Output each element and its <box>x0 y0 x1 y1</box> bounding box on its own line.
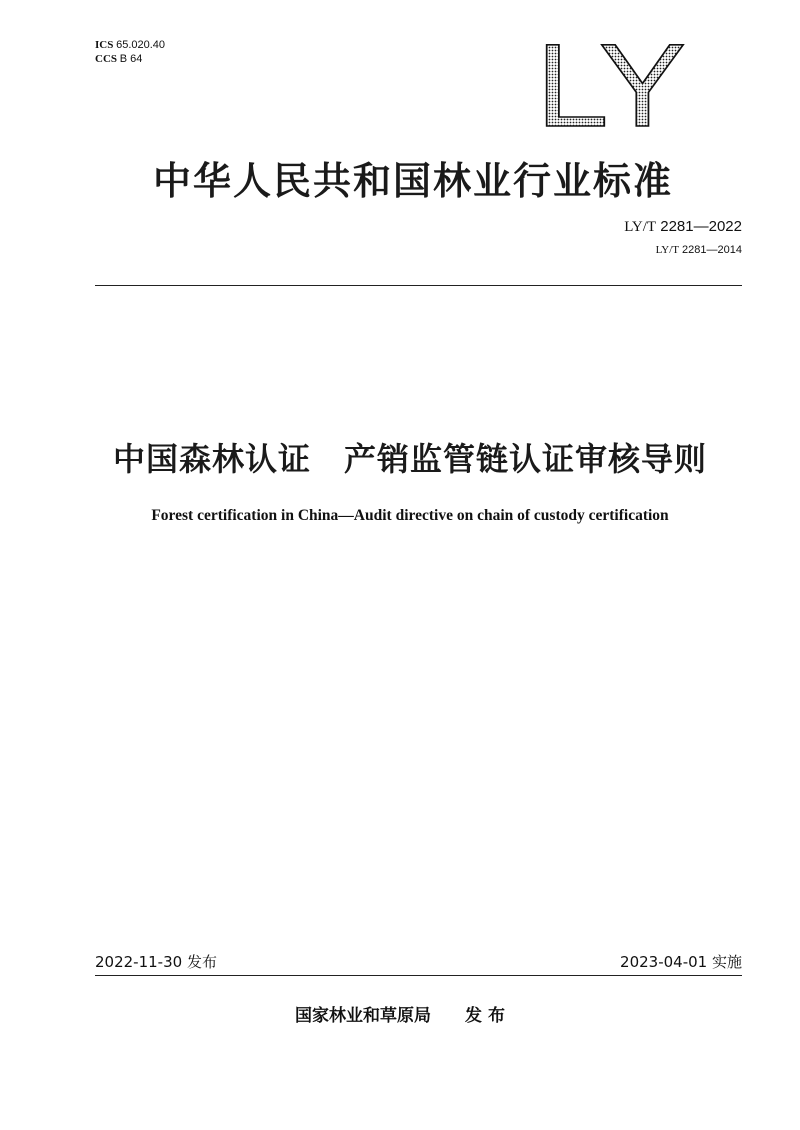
bottom-divider <box>95 975 742 976</box>
replaces-standard <box>656 244 742 256</box>
top-divider <box>95 285 742 286</box>
standard-number <box>624 218 742 236</box>
replaces-prefix: LY/T <box>655 244 679 256</box>
ly-logo-text: LY <box>536 40 686 132</box>
ics-code <box>95 38 165 52</box>
implementation-date: 2023-04-01 实施 <box>620 953 742 971</box>
standard-number-value: 2281—2022 <box>660 218 742 235</box>
ccs-code <box>95 52 165 66</box>
ly-logo <box>536 40 696 132</box>
english-title: Forest certification in China—Audit directive on chain of custody certification <box>151 507 669 524</box>
organization-title: 中华人民共和国林业行业标准 <box>152 159 673 203</box>
chinese-title: 中国森林认证 产销监管链认证审核导则 <box>112 440 707 478</box>
standard-number-prefix: LY/T <box>624 219 657 235</box>
ccs-label: CCS <box>95 53 118 65</box>
replaces-value: 2281—2014 <box>682 244 742 256</box>
issue-date: 2022-11-30 发布 <box>95 953 217 971</box>
ics-value: 65.020.40 <box>116 39 166 51</box>
ccs-value: B 64 <box>119 53 143 65</box>
ics-label: ICS <box>95 39 114 51</box>
publisher: 国家林业和草原局 发 布 <box>295 1006 505 1026</box>
classification-codes <box>95 38 165 66</box>
